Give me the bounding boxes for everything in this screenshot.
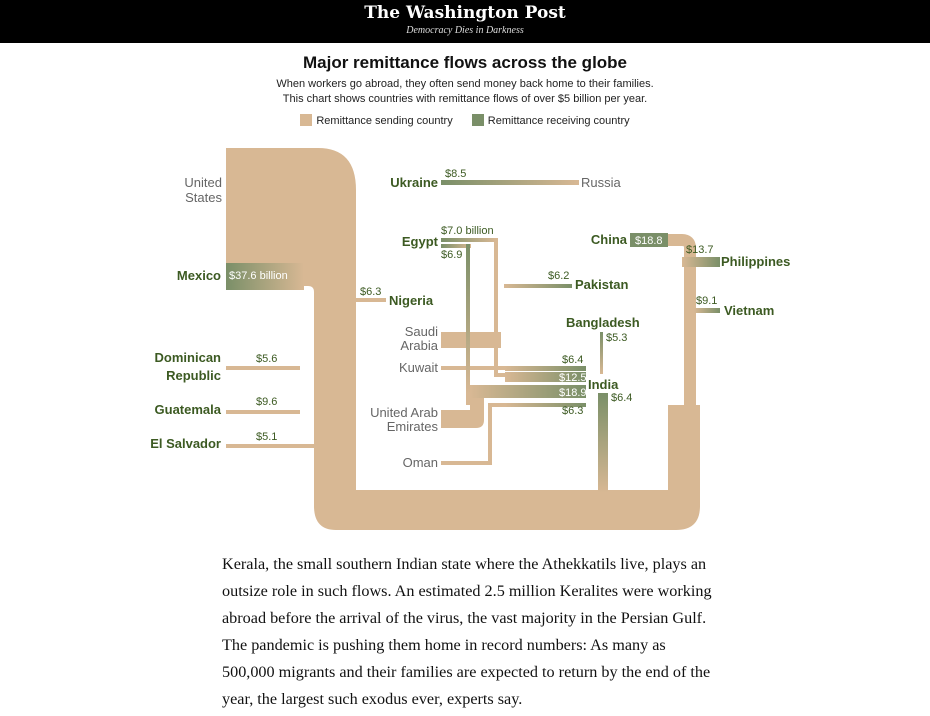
value-saudi-india: $12.5 [559, 372, 587, 384]
flow-to-philippines [682, 257, 720, 267]
legend-label-receiving: Remittance receiving country [487, 115, 630, 127]
label-uae-1: United Arab [370, 405, 438, 420]
label-russia: Russia [581, 175, 621, 190]
label-vietnam: Vietnam [724, 303, 775, 318]
label-philippines: Philippines [721, 254, 791, 269]
label-pakistan: Pakistan [575, 277, 629, 292]
legend-swatch-sending [300, 114, 312, 126]
legend-item-sending [300, 114, 452, 127]
value-uae-india: $18.9 [559, 387, 587, 399]
label-mexico: Mexico [176, 268, 221, 283]
value-uae-egypt: $6.9 [441, 249, 463, 261]
label-us-1: United [184, 175, 222, 190]
flow-to-vietnam [694, 308, 720, 313]
value-guatemala: $9.6 [256, 396, 278, 408]
flow-to-pakistan [504, 284, 572, 288]
tagline: Democracy Dies in Darkness [406, 25, 524, 36]
legend-label-sending: Remittance sending country [316, 115, 453, 127]
flow-to-egypt-stem [466, 244, 470, 394]
figure-subtitle-line1: When workers go abroad, they often send money back home to their families. [276, 78, 654, 90]
value-saudi-egypt: $7.0 billion [441, 225, 494, 237]
legend-item-receiving [472, 114, 630, 127]
figure-title: Major remittance flows across the globe [302, 53, 628, 72]
label-us-2: States [185, 190, 222, 205]
value-us-india: $6.4 [611, 392, 633, 404]
value-oman-india: $6.3 [562, 405, 584, 417]
value-ukraine: $8.5 [445, 168, 467, 180]
label-dominican-1: Dominican [154, 350, 221, 365]
value-philippines: $13.7 [686, 244, 714, 256]
label-saudi-1: Saudi [404, 324, 438, 339]
brand-logo[interactable]: The Washington Post [364, 3, 566, 23]
label-egypt: Egypt [401, 234, 438, 249]
figure-subtitle-line2: This chart shows countries with remittance flows of over $5 billion per year. [282, 93, 648, 105]
masthead [0, 0, 930, 43]
label-oman: Oman [402, 455, 438, 470]
sankey-chart [0, 140, 930, 540]
value-dominican: $5.6 [256, 353, 278, 365]
label-uae-2: Emirates [386, 419, 438, 434]
value-mexico: $37.6 billion [229, 270, 288, 282]
flow-russia-ukraine [441, 180, 579, 185]
legend-swatch-receiving [472, 114, 484, 126]
article-paragraph: Kerala, the small southern Indian state where the Athekkatils live, plays an outsize role in such flows. An estimated 2.5 million Keralites were working abroad before the arrival of the virus, the vast majority in the Persian Gulf. The pandemic is pushing them home in record numbers: As many as 500,000 migrants and their families are expected to return by the end of the year, the largest such exodus ever, experts say. [222, 555, 712, 708]
node-saudi-arabia [441, 332, 501, 348]
flow-kuwait-india [505, 366, 586, 371]
flow-us-india [598, 393, 608, 493]
label-nigeria: Nigeria [389, 293, 434, 308]
label-india: India [588, 377, 619, 392]
label-bangladesh: Bangladesh [566, 315, 640, 330]
label-dominican-2: Republic [166, 368, 221, 383]
value-nigeria: $6.3 [360, 286, 382, 298]
label-saudi-2: Arabia [400, 338, 438, 353]
label-china: China [590, 232, 627, 247]
label-guatemala: Guatemala [154, 402, 221, 417]
value-pakistan: $6.2 [548, 270, 570, 282]
value-vietnam: $9.1 [696, 295, 718, 307]
value-kuwait-india: $6.4 [562, 354, 584, 366]
label-el-salvador: El Salvador [150, 436, 221, 451]
label-kuwait: Kuwait [398, 360, 438, 375]
flow-to-egypt-a [441, 238, 496, 242]
flow-india-bangladesh [600, 332, 603, 374]
legend [0, 114, 930, 127]
value-china: $18.8 [635, 235, 663, 247]
value-el-salvador: $5.1 [256, 431, 278, 443]
value-bangladesh: $5.3 [606, 332, 628, 344]
label-ukraine: Ukraine [390, 175, 438, 190]
